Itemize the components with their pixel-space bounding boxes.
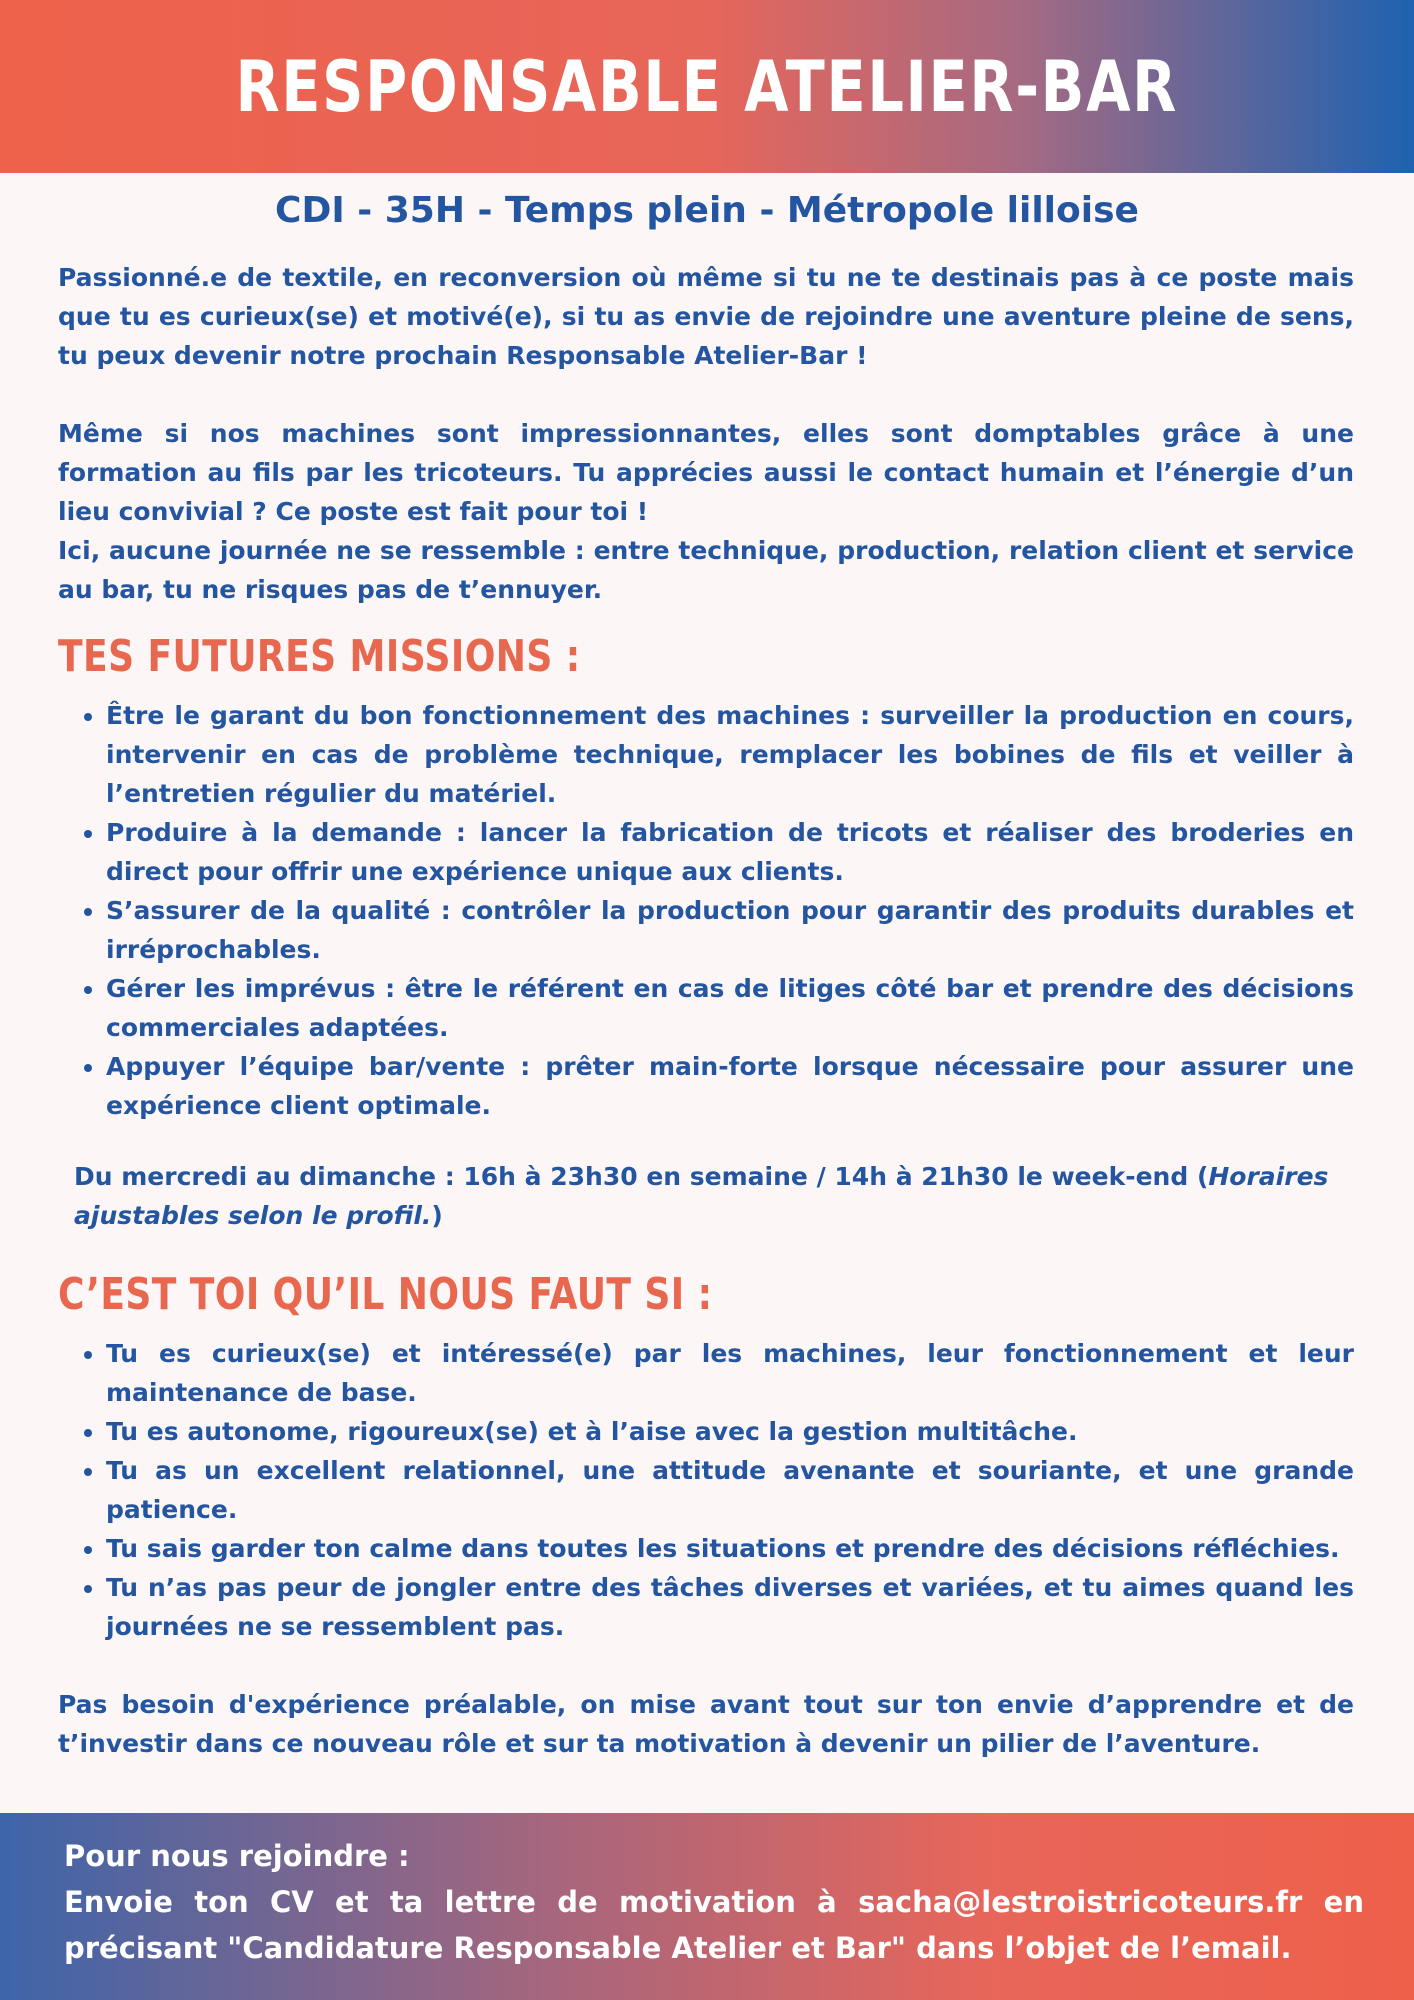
main-content xyxy=(58,258,1354,1763)
working-hours xyxy=(58,1157,1354,1235)
page-title: RESPONSABLE ATELIER-BAR xyxy=(235,45,1179,128)
list-item: • Produire à la demande : lancer la fabrication de tricots et réaliser des broderies en direct pour offrir une expérience unique aux clients. xyxy=(106,813,1354,891)
missions-list xyxy=(58,696,1354,1125)
footer-banner xyxy=(0,1813,1414,2000)
list-item: • Gérer les imprévus : être le référent en cas de litiges côté bar et prendre des décisions commerciales adaptées. xyxy=(106,969,1354,1047)
list-item: • Tu sais garder ton calme dans toutes les situations et prendre des décisions réfléchies. xyxy=(106,1529,1354,1568)
intro-paragraph-3: Ici, aucune journée ne se ressemble : entre technique, production, relation client et service au bar, tu ne risques pas de t’ennuyer. xyxy=(58,536,1354,604)
profile-heading: C’EST TOI QU’IL NOUS FAUT SI : xyxy=(58,1269,713,1320)
header-banner xyxy=(0,0,1414,173)
list-item: • Tu es curieux(se) et intéressé(e) par les machines, leur fonctionnement et leur maintenance de base. xyxy=(106,1334,1354,1412)
profile-list xyxy=(58,1334,1354,1646)
spacer xyxy=(58,375,1354,414)
list-item: • Tu n’as pas peur de jongler entre des tâches diverses et variées, et tu aimes quand les journées ne se ressemblent pas. xyxy=(106,1568,1354,1646)
list-item: • Être le garant du bon fonctionnement des machines : surveiller la production en cours, intervenir en cas de problème technique, remplacer les bobines de fils et veiller à l’entretien régulier du matériel. xyxy=(106,696,1354,813)
intro-paragraph-1: Passionné.e de textile, en reconversion où même si tu ne te destinais pas à ce poste mais que tu es curieux(se) et motivé(e), si tu as envie de rejoindre une aventure pleine de sens, tu peux devenir notre prochain Responsable Atelier-Bar ! xyxy=(58,263,1354,370)
list-item: • Tu as un excellent relationnel, une attitude avenante et souriante, et une grande patience. xyxy=(106,1451,1354,1529)
hours-note: Horaires ajustables selon le profil. xyxy=(74,1162,1329,1230)
closing-paragraph: Pas besoin d'expérience préalable, on mise avant tout sur ton envie d’apprendre et de t’investir dans ce nouveau rôle et sur ta motivation à devenir un pilier de l’aventure. xyxy=(58,1690,1354,1758)
contact-heading: Pour nous rejoindre : xyxy=(64,1839,410,1873)
missions-heading: TES FUTURES MISSIONS : xyxy=(58,631,581,682)
hours-end: ) xyxy=(431,1201,443,1230)
spacer xyxy=(58,1646,1354,1685)
contact-block xyxy=(64,1833,1364,1971)
list-item: • Tu es autonome, rigoureux(se) et à l’aise avec la gestion multitâche. xyxy=(106,1412,1354,1451)
spacer xyxy=(58,1125,1354,1157)
list-item: • S’assurer de la qualité : contrôler la production pour garantir des produits durables et irréprochables. xyxy=(106,891,1354,969)
intro-paragraph-2: Même si nos machines sont impressionnantes, elles sont domptables grâce à une formation au fils par les tricoteurs. Tu apprécies aussi le contact humain et l’énergie d’un lieu convivial ? Ce poste est fait pour toi ! xyxy=(58,419,1354,526)
hours-text: Du mercredi au dimanche : 16h à 23h30 en semaine / 14h à 21h30 le week-end ( xyxy=(74,1162,1209,1191)
job-subtitle: CDI - 35H - Temps plein - Métropole lilloise xyxy=(275,190,1139,231)
contact-instructions: Envoie ton CV et ta lettre de motivation à sacha@lestroistricoteurs.fr en précisant "Candidature Responsable Atelier et Bar" dans l’objet de l’email. xyxy=(64,1885,1364,1965)
list-item: • Appuyer l’équipe bar/vente : prêter main-forte lorsque nécessaire pour assurer une expérience client optimale. xyxy=(106,1047,1354,1125)
